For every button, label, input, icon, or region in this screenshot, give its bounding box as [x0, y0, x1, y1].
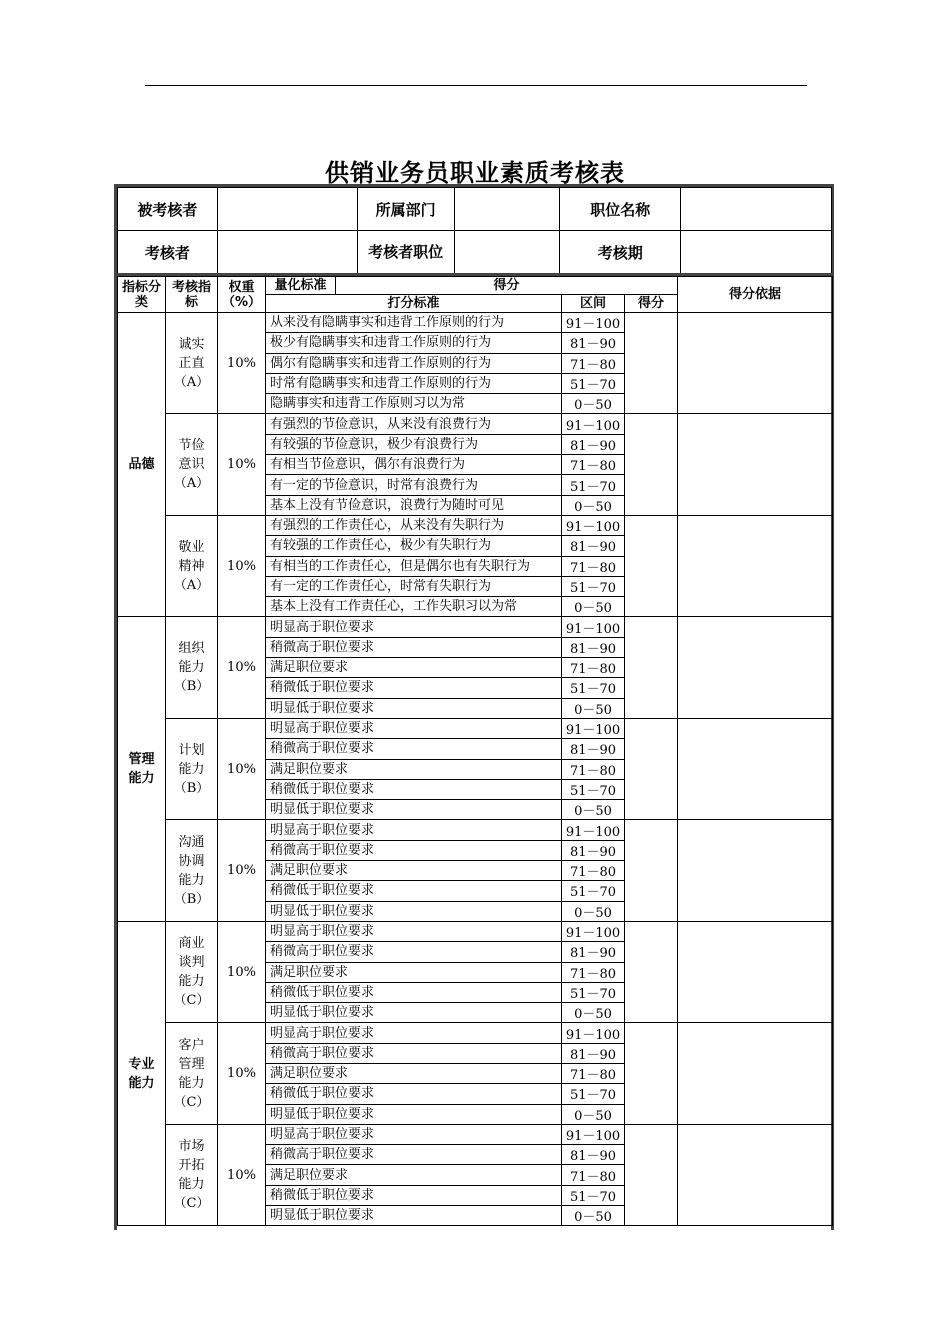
range-cell: 91－100	[562, 414, 625, 434]
score-input[interactable]	[625, 820, 678, 921]
score-input[interactable]	[625, 1023, 678, 1124]
criteria-cell: 明显低于职位要求	[266, 1104, 562, 1124]
criteria-cell: 有较强的节俭意识，极少有浪费行为	[266, 434, 562, 454]
range-cell: 81－90	[562, 1043, 625, 1063]
range-cell: 0－50	[562, 1104, 625, 1124]
weight-cell: 10%	[218, 617, 266, 718]
criteria-cell: 稍微高于职位要求	[266, 840, 562, 860]
criteria-cell: 基本上没有节俭意识，浪费行为随时可见	[266, 495, 562, 515]
criteria-cell: 明显高于职位要求	[266, 718, 562, 738]
weight-cell: 10%	[218, 313, 266, 414]
col-criteria: 打分标准	[266, 295, 562, 313]
indicator-cell: 诚实 正直 （A）	[166, 313, 218, 414]
range-cell: 71－80	[562, 353, 625, 373]
criteria-cell: 从来没有隐瞒事实和违背工作原则的行为	[266, 313, 562, 333]
table-row	[118, 1124, 833, 1144]
criteria-cell: 稍微低于职位要求	[266, 678, 562, 698]
range-cell: 71－80	[562, 658, 625, 678]
range-cell: 0－50	[562, 495, 625, 515]
indicator-cell: 市场 开拓 能力 （C）	[166, 1124, 218, 1225]
range-cell: 51－70	[562, 881, 625, 901]
indicator-cell: 计划 能力 （B）	[166, 718, 218, 819]
criteria-cell: 隐瞒事实和违背工作原则习以为常	[266, 394, 562, 414]
range-cell: 91－100	[562, 1124, 625, 1144]
range-cell: 81－90	[562, 739, 625, 759]
category-cell: 品德	[118, 313, 166, 617]
range-cell: 81－90	[562, 333, 625, 353]
range-cell: 0－50	[562, 394, 625, 414]
col-range: 区间	[562, 295, 625, 313]
indicator-cell: 节俭 意识 （A）	[166, 414, 218, 515]
criteria-cell: 有较强的工作责任心，极少有失职行为	[266, 536, 562, 556]
criteria-cell: 稍微高于职位要求	[266, 637, 562, 657]
range-cell: 81－90	[562, 1145, 625, 1165]
range-cell: 51－70	[562, 678, 625, 698]
criteria-cell: 满足职位要求	[266, 1063, 562, 1083]
table-row	[118, 617, 833, 637]
score-input[interactable]	[625, 1124, 678, 1225]
criteria-cell: 明显低于职位要求	[266, 901, 562, 921]
indicator-cell: 敬业 精神 （A）	[166, 515, 218, 616]
basis-input[interactable]	[678, 313, 833, 414]
examiner-label: 考核者	[118, 231, 218, 274]
criteria-cell: 明显低于职位要求	[266, 1003, 562, 1023]
range-cell: 51－70	[562, 779, 625, 799]
criteria-cell: 明显低于职位要求	[266, 698, 562, 718]
score-input[interactable]	[625, 718, 678, 819]
criteria-cell: 偶尔有隐瞒事实和违背工作原则的行为	[266, 353, 562, 373]
basis-input[interactable]	[678, 1124, 833, 1225]
weight-cell: 10%	[218, 921, 266, 1022]
range-cell: 51－70	[562, 475, 625, 495]
range-cell: 51－70	[562, 1084, 625, 1104]
range-cell: 51－70	[562, 576, 625, 596]
criteria-cell: 有一定的工作责任心，时常有失职行为	[266, 576, 562, 596]
indicator-cell: 客户 管理 能力 （C）	[166, 1023, 218, 1124]
criteria-cell: 稍微高于职位要求	[266, 739, 562, 759]
category-cell: 管理 能力	[118, 617, 166, 921]
page-title: 供销业务员职业素质考核表	[325, 159, 625, 187]
criteria-cell: 明显高于职位要求	[266, 921, 562, 941]
criteria-cell: 稍微低于职位要求	[266, 982, 562, 1002]
category-cell: 专业 能力	[118, 921, 166, 1225]
examinee-field[interactable]	[217, 188, 357, 231]
col-weight: 权重（%）	[218, 277, 266, 313]
range-cell: 91－100	[562, 1023, 625, 1043]
weight-cell: 10%	[218, 820, 266, 921]
col-quant: 量化标准	[266, 277, 336, 295]
range-cell: 81－90	[562, 942, 625, 962]
weight-cell: 10%	[218, 1124, 266, 1225]
score-input[interactable]	[625, 313, 678, 414]
table-row	[118, 313, 833, 333]
range-cell: 0－50	[562, 1206, 625, 1226]
criteria-cell: 极少有隐瞒事实和违背工作原则的行为	[266, 333, 562, 353]
range-cell: 71－80	[562, 759, 625, 779]
range-cell: 91－100	[562, 921, 625, 941]
criteria-cell: 有相当的工作责任心，但是偶尔也有失职行为	[266, 556, 562, 576]
range-cell: 81－90	[562, 840, 625, 860]
range-cell: 0－50	[562, 800, 625, 820]
basis-input[interactable]	[678, 921, 833, 1022]
criteria-cell: 明显高于职位要求	[266, 1023, 562, 1043]
examiner-field[interactable]	[217, 231, 357, 274]
weight-cell: 10%	[218, 515, 266, 616]
range-cell: 71－80	[562, 556, 625, 576]
criteria-cell: 有相当节俭意识，偶尔有浪费行为	[266, 455, 562, 475]
range-cell: 91－100	[562, 820, 625, 840]
period-label: 考核期	[560, 231, 681, 274]
score-input[interactable]	[625, 617, 678, 718]
table-row	[118, 414, 833, 434]
criteria-cell: 满足职位要求	[266, 759, 562, 779]
criteria-cell: 满足职位要求	[266, 861, 562, 881]
position-name-field[interactable]	[681, 188, 832, 231]
range-cell: 91－100	[562, 718, 625, 738]
range-cell: 51－70	[562, 982, 625, 1002]
criteria-cell: 有强烈的节俭意识，从来没有浪费行为	[266, 414, 562, 434]
range-cell: 91－100	[562, 313, 625, 333]
range-cell: 51－70	[562, 373, 625, 393]
basis-input[interactable]	[678, 515, 833, 616]
criteria-cell: 满足职位要求	[266, 658, 562, 678]
criteria-cell: 明显高于职位要求	[266, 617, 562, 637]
range-cell: 0－50	[562, 901, 625, 921]
col-category: 指标分类	[118, 277, 166, 313]
weight-cell: 10%	[218, 1023, 266, 1124]
table-row	[118, 515, 833, 535]
basis-input[interactable]	[678, 1023, 833, 1124]
criteria-cell: 稍微低于职位要求	[266, 1084, 562, 1104]
criteria-cell: 稍微高于职位要求	[266, 1043, 562, 1063]
info-table	[117, 187, 832, 274]
examiner-position-field[interactable]	[454, 231, 560, 274]
criteria-cell: 稍微高于职位要求	[266, 942, 562, 962]
range-cell: 81－90	[562, 434, 625, 454]
range-cell: 71－80	[562, 861, 625, 881]
range-cell: 81－90	[562, 536, 625, 556]
range-cell: 71－80	[562, 1165, 625, 1185]
score-input[interactable]	[625, 921, 678, 1022]
basis-input[interactable]	[678, 617, 833, 718]
examiner-position-label: 考核者职位	[357, 231, 454, 274]
indicator-cell: 沟通 协调 能力 （B）	[166, 820, 218, 921]
criteria-cell: 稍微低于职位要求	[266, 779, 562, 799]
range-cell: 71－80	[562, 962, 625, 982]
criteria-cell: 有一定的节俭意识，时常有浪费行为	[266, 475, 562, 495]
weight-cell: 10%	[218, 718, 266, 819]
criteria-cell: 满足职位要求	[266, 962, 562, 982]
col-basis: 得分依据	[678, 277, 833, 313]
criteria-cell: 明显低于职位要求	[266, 800, 562, 820]
range-cell: 0－50	[562, 597, 625, 617]
criteria-cell: 满足职位要求	[266, 1165, 562, 1185]
criteria-cell: 明显高于职位要求	[266, 1124, 562, 1144]
basis-input[interactable]	[678, 820, 833, 921]
range-cell: 51－70	[562, 1185, 625, 1205]
table-row	[118, 718, 833, 738]
range-cell: 91－100	[562, 515, 625, 535]
criteria-cell: 明显高于职位要求	[266, 820, 562, 840]
range-cell: 0－50	[562, 1003, 625, 1023]
department-label: 所属部门	[357, 188, 454, 231]
criteria-cell: 稍微低于职位要求	[266, 881, 562, 901]
range-cell: 91－100	[562, 617, 625, 637]
score-input[interactable]	[625, 414, 678, 515]
criteria-cell: 明显低于职位要求	[266, 1206, 562, 1226]
department-field[interactable]	[454, 188, 560, 231]
range-cell: 81－90	[562, 637, 625, 657]
criteria-cell: 稍微低于职位要求	[266, 1185, 562, 1205]
col-score-top: 得分	[336, 277, 678, 295]
header-rule	[145, 85, 807, 86]
criteria-cell: 有强烈的工作责任心，从来没有失职行为	[266, 515, 562, 535]
basis-input[interactable]	[678, 414, 833, 515]
criteria-cell: 基本上没有工作责任心，工作失职习以为常	[266, 597, 562, 617]
assessment-table	[117, 276, 833, 1226]
range-cell: 71－80	[562, 1063, 625, 1083]
col-indicator: 考核指标	[166, 277, 218, 313]
basis-input[interactable]	[678, 718, 833, 819]
period-field[interactable]	[681, 231, 832, 274]
indicator-cell: 商业 谈判 能力 （C）	[166, 921, 218, 1022]
table-row	[118, 820, 833, 840]
criteria-cell: 稍微高于职位要求	[266, 1145, 562, 1165]
score-input[interactable]	[625, 515, 678, 616]
position-name-label: 职位名称	[560, 188, 681, 231]
table-row	[118, 921, 833, 941]
indicator-cell: 组织 能力 （B）	[166, 617, 218, 718]
table-row	[118, 1023, 833, 1043]
range-cell: 0－50	[562, 698, 625, 718]
col-score: 得分	[625, 295, 678, 313]
criteria-cell: 时常有隐瞒事实和违背工作原则的行为	[266, 373, 562, 393]
range-cell: 71－80	[562, 455, 625, 475]
weight-cell: 10%	[218, 414, 266, 515]
examinee-label: 被考核者	[118, 188, 218, 231]
